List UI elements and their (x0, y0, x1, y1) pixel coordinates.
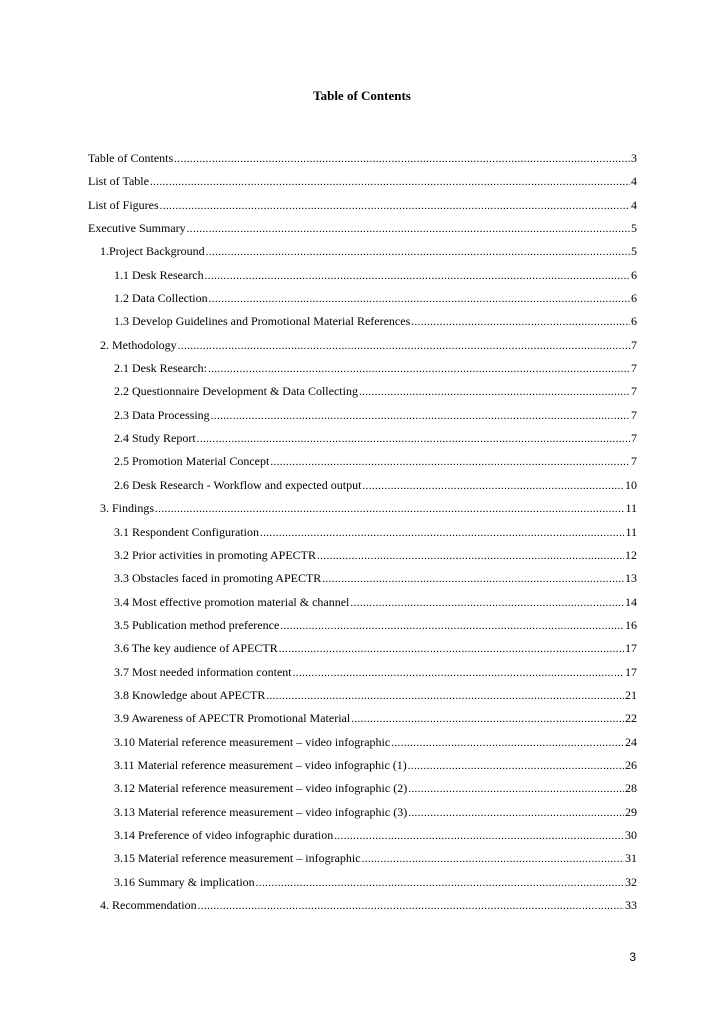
toc-entry-label[interactable]: 3.8 Knowledge about APECTR (114, 687, 266, 702)
toc-entry[interactable] (88, 664, 637, 687)
toc-entry[interactable] (88, 150, 637, 173)
toc-entry[interactable] (88, 407, 637, 430)
dot-leader (160, 198, 630, 214)
page-number: 3 (629, 950, 636, 964)
dot-leader (187, 221, 630, 237)
toc-entry[interactable] (88, 173, 637, 196)
toc-entry-page[interactable]: 17 (625, 641, 637, 656)
toc-entry-page[interactable]: 6 (631, 291, 637, 306)
toc-entry[interactable] (88, 617, 637, 640)
toc-entry-label[interactable]: 3.12 Material reference measurement – video infographic (2) (114, 781, 408, 796)
toc-entry[interactable] (88, 477, 637, 500)
toc-entry-label[interactable]: 3.1 Respondent Configuration (114, 524, 259, 539)
toc-entry-page[interactable]: 17 (625, 664, 637, 679)
toc-entry-label[interactable]: 3.6 The key audience of APECTR (114, 641, 278, 656)
dot-leader (208, 361, 630, 377)
dot-leader (322, 571, 624, 587)
toc-entry-label[interactable]: 2. Methodology (100, 337, 177, 352)
toc-entry-page[interactable]: 7 (631, 454, 637, 469)
dot-leader (279, 641, 624, 657)
toc-entry-label[interactable]: 3.10 Material reference measurement – video infographic (114, 734, 391, 749)
toc-entry[interactable] (88, 827, 637, 850)
toc-entry-page[interactable]: 5 (631, 244, 637, 259)
toc-entry-page[interactable]: 11 (625, 524, 637, 539)
toc-entry-page[interactable]: 32 (625, 874, 637, 889)
dot-leader (317, 548, 624, 564)
dot-leader (351, 711, 624, 727)
toc-entry-page[interactable]: 14 (625, 594, 637, 609)
dot-leader (293, 665, 624, 681)
toc-entry-page[interactable]: 7 (631, 407, 637, 422)
toc-entry[interactable] (88, 430, 637, 453)
toc-entry-label[interactable]: List of Table (88, 174, 149, 189)
toc-entry-label[interactable]: 3.11 Material reference measurement – video infographic (1) (114, 757, 407, 772)
toc-entry[interactable] (88, 524, 637, 547)
toc-entry-page[interactable]: 13 (625, 571, 637, 586)
toc-entry-label[interactable]: 3.9 Awareness of APECTR Promotional Material (114, 711, 351, 726)
toc-entry-page[interactable]: 33 (625, 898, 637, 912)
dot-leader (350, 595, 624, 611)
dot-leader (260, 525, 624, 541)
toc-entry-page[interactable]: 31 (625, 851, 637, 866)
dot-leader (197, 431, 630, 447)
page-title: Table of Contents (313, 88, 411, 103)
table-of-contents (88, 150, 637, 920)
dot-leader (280, 618, 624, 634)
dot-leader (211, 408, 630, 424)
dot-leader (408, 805, 624, 821)
toc-entry[interactable] (88, 850, 637, 873)
dot-leader (408, 758, 624, 774)
toc-entry-label[interactable]: 3. Findings (100, 501, 155, 516)
dot-leader (205, 268, 630, 284)
toc-entry[interactable] (88, 874, 637, 897)
toc-entry-label[interactable]: 1.Project Background (100, 244, 205, 259)
toc-entry[interactable] (88, 500, 637, 523)
toc-entry[interactable] (88, 640, 637, 663)
toc-entry[interactable] (88, 547, 637, 570)
toc-entry-page[interactable]: 11 (625, 501, 637, 516)
dot-leader (209, 291, 630, 307)
toc-entry[interactable] (88, 383, 637, 406)
toc-entry-page[interactable]: 12 (625, 547, 637, 562)
toc-entry-page[interactable]: 7 (631, 337, 637, 352)
toc-entry-label[interactable]: 3.16 Summary & implication (114, 874, 255, 889)
toc-entry-label[interactable]: 1.1 Desk Research (114, 267, 204, 282)
dot-leader (270, 454, 630, 470)
toc-entry-label[interactable]: 3.3 Obstacles faced in promoting APECTR (114, 571, 322, 586)
toc-entry-page[interactable]: 4 (631, 174, 637, 189)
toc-entry-page[interactable]: 29 (625, 804, 637, 819)
dot-leader (155, 501, 624, 517)
dot-leader (334, 828, 624, 844)
toc-entry[interactable] (88, 267, 637, 290)
toc-entry-label[interactable]: 1.2 Data Collection (114, 291, 208, 306)
toc-entry[interactable] (88, 780, 637, 803)
toc-entry-label[interactable]: 2.6 Desk Research - Workflow and expected output (114, 477, 362, 492)
toc-entry-label[interactable]: 3.5 Publication method preference (114, 617, 280, 632)
toc-entry[interactable] (88, 687, 637, 710)
toc-entry[interactable] (88, 570, 637, 593)
dot-leader (174, 151, 630, 167)
toc-entry[interactable] (88, 734, 637, 757)
toc-entry-page[interactable]: 21 (625, 687, 637, 702)
toc-entry-page[interactable]: 30 (625, 827, 637, 842)
dot-leader (391, 735, 624, 751)
toc-entry-label[interactable]: 1.3 Develop Guidelines and Promotional Material References (114, 314, 411, 329)
toc-entry-label[interactable]: 3.2 Prior activities in promoting APECTR (114, 547, 316, 562)
toc-entry-page[interactable]: 26 (625, 757, 637, 772)
toc-entry-label[interactable]: 3.7 Most needed information content (114, 664, 292, 679)
toc-entry-page[interactable]: 6 (631, 314, 637, 329)
dot-leader (150, 174, 630, 190)
toc-entry[interactable] (88, 360, 637, 383)
toc-entry-label[interactable]: 3.13 Material reference measurement – video infographic (3) (114, 804, 408, 819)
toc-entry[interactable] (88, 313, 637, 336)
toc-entry[interactable] (88, 710, 637, 733)
toc-entry-page[interactable]: 4 (631, 197, 637, 212)
toc-entry-page[interactable]: 28 (625, 781, 637, 796)
toc-entry-page[interactable]: 16 (625, 617, 637, 632)
toc-entry[interactable] (88, 594, 637, 617)
toc-entry-label[interactable]: 2.3 Data Processing (114, 407, 210, 422)
toc-entry-label[interactable]: 4. Recommendation (100, 898, 197, 912)
toc-entry-label[interactable]: 2.5 Promotion Material Concept (114, 454, 270, 469)
toc-entry-page[interactable]: 22 (625, 711, 637, 726)
toc-entry-page[interactable]: 7 (631, 361, 637, 376)
toc-entry[interactable] (88, 337, 637, 360)
toc-entry[interactable] (88, 197, 637, 220)
dot-leader (408, 781, 624, 797)
dot-leader (359, 384, 630, 400)
dot-leader (256, 875, 624, 891)
toc-entry-label[interactable]: 2.1 Desk Research: (114, 361, 207, 376)
toc-entry[interactable] (88, 804, 637, 827)
toc-entry[interactable] (88, 290, 637, 313)
toc-entry-page[interactable]: 3 (631, 151, 637, 165)
toc-entry-label[interactable]: List of Figures (88, 197, 159, 212)
dot-leader (266, 688, 624, 704)
toc-entry-page[interactable]: 24 (625, 734, 637, 749)
dot-leader (178, 338, 630, 354)
dot-leader (206, 244, 630, 260)
toc-entry-label[interactable]: 3.4 Most effective promotion material & channel (114, 594, 350, 609)
dot-leader (198, 898, 624, 914)
dot-leader (411, 314, 630, 330)
toc-entry-page[interactable]: 5 (631, 221, 637, 236)
toc-entry-page[interactable]: 6 (631, 267, 637, 282)
toc-entry-page[interactable]: 7 (631, 384, 637, 399)
toc-entry-label[interactable]: 3.15 Material reference measurement – infographic (114, 851, 361, 866)
toc-entry[interactable] (88, 757, 637, 780)
toc-entry[interactable] (88, 243, 637, 266)
dot-leader (362, 478, 624, 494)
toc-entry-label[interactable]: Table of Contents (88, 151, 174, 165)
toc-entry-page[interactable]: 7 (631, 431, 637, 446)
toc-entry-label[interactable]: Executive Summary (88, 221, 186, 236)
toc-entry-label[interactable]: 3.14 Preference of video infographic duration (114, 827, 334, 842)
toc-entry-page[interactable]: 10 (625, 477, 637, 492)
toc-entry[interactable] (88, 453, 637, 476)
toc-entry-label[interactable]: 2.4 Study Report (114, 431, 196, 446)
toc-entry-label[interactable]: 2.2 Questionnaire Development & Data Collecting (114, 384, 358, 399)
toc-entry[interactable] (88, 220, 637, 243)
toc-entry[interactable] (88, 897, 637, 920)
dot-leader (362, 851, 624, 867)
